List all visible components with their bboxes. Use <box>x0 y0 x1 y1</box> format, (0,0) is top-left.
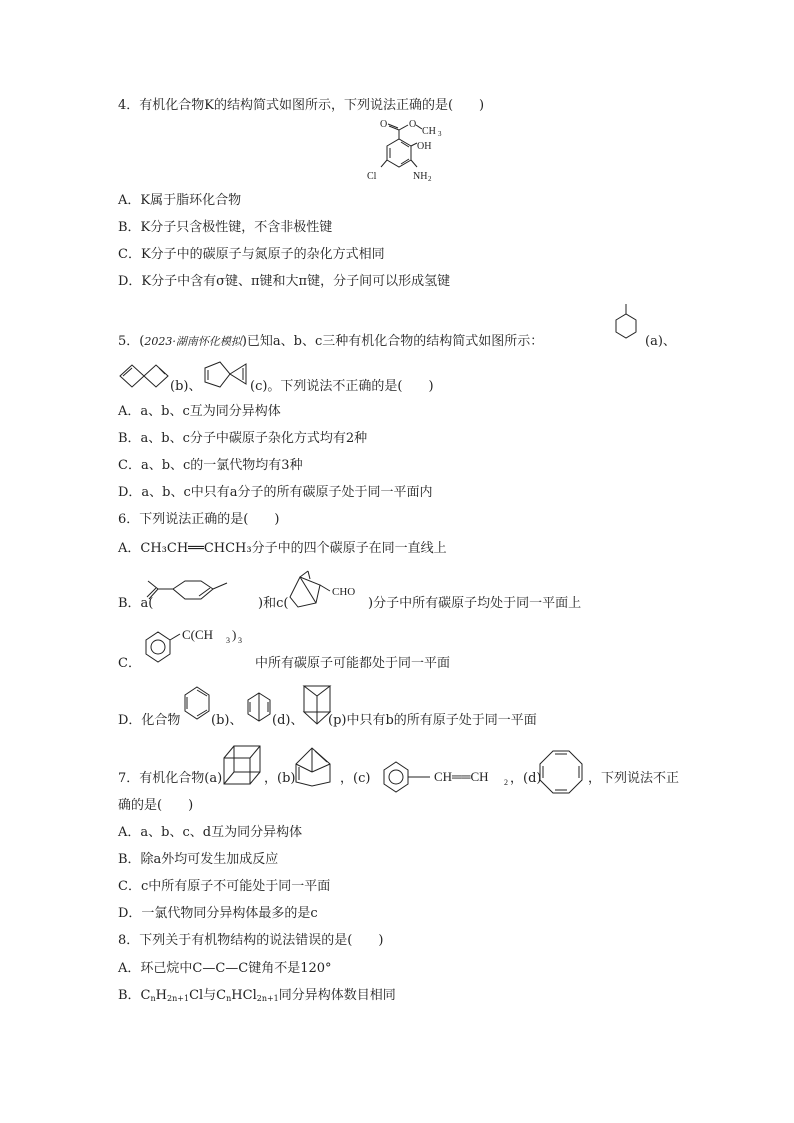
k-ch3-sub: 3 <box>438 130 442 138</box>
k-nh2-sub: 2 <box>428 175 432 183</box>
q8b-2n2: 2n+1 <box>256 994 279 1003</box>
q8b-post: 同分异构体数目相同 <box>278 988 396 1003</box>
q5-option-d: D．a、b、c中只有a分子的所有碳原子处于同一平面内 <box>118 485 433 500</box>
q8b-2n1: 2n+1 <box>167 994 190 1003</box>
q7-option-d: D．一氯代物同分异构体最多的是c <box>118 906 318 921</box>
q7-stem-b: ，(b) <box>264 771 296 786</box>
tbutyl-group: C(CH <box>182 627 214 642</box>
k-ch3: CH <box>422 126 436 137</box>
q8-option-b <box>118 987 396 1005</box>
q6-option-d-prefix: D．化合物 <box>118 713 181 728</box>
q7-molecule-cyclooctatetraene-d <box>537 748 585 796</box>
q6-option-c-suffix: 中所有碳原子可能都处于同一平面 <box>255 656 451 671</box>
k-nh2: NH <box>413 171 428 182</box>
q6-molecule-bicyclic-cho <box>286 567 366 615</box>
q6-option-d-suffix: (p)中只有b的所有原子处于同一平面 <box>328 713 537 728</box>
q8b-cl: Cl与C <box>189 988 227 1003</box>
q8b-h: H <box>155 988 168 1003</box>
q7-stem-line2: 确的是( ) <box>118 798 194 813</box>
q4-option-b: B．K分子只含极性键，不含非极性键 <box>118 220 333 235</box>
tbutyl-close: ) <box>232 627 237 642</box>
q6-option-d-b: (b)、 <box>211 713 243 728</box>
q4-molecule-k <box>360 119 450 189</box>
q5-stem <box>118 333 543 351</box>
q5-molecule-b-spiro <box>118 360 170 392</box>
q5-stem-a: 5．( <box>118 334 145 349</box>
k-ester-o: O <box>409 119 417 130</box>
q4-option-d: D．K分子中含有σ键、π键和大π键，分子间可以形成氢键 <box>118 274 451 289</box>
cho-label: CHO <box>332 586 356 598</box>
k-oh: OH <box>417 141 432 152</box>
q7-option-b: B．除a外均可发生加成反应 <box>118 852 279 867</box>
q7-option-c: C．c中所有原子不可能处于同一平面 <box>118 879 331 894</box>
q5-stem-b: )已知a、b、c三种有机化合物的结构简式如图所示： <box>241 334 544 349</box>
q5-source: 2023·湖南怀化模拟 <box>144 335 242 348</box>
q6-option-a: A．CH₃CH══CHCH₃分子中的四个碳原子在同一直线上 <box>118 541 447 556</box>
q8b-pre: B．C <box>118 988 151 1003</box>
q6-option-c-prefix: C． <box>118 656 141 671</box>
q7-molecule-cubane-a <box>220 740 262 792</box>
q5-label-a: (a)、 <box>645 334 676 349</box>
q6-option-d-d: (d)、 <box>272 713 304 728</box>
q7-molecule-barrelene-b <box>292 742 338 788</box>
q7-molecule-styrene-c <box>378 756 518 796</box>
q6-stem: 6．下列说法正确的是( ) <box>118 512 280 527</box>
q7-stem-e: ，下列说法不正 <box>588 771 680 786</box>
q5-molecule-c-spiro <box>200 356 250 392</box>
q7-stem-a: 7．有机化合物(a) <box>118 771 223 786</box>
q5-option-c: C．a、b、c的一氯代物均有3种 <box>118 458 303 473</box>
q7-stem-d: ，(d) <box>510 771 542 786</box>
q5-molecule-a-toluene <box>608 303 648 343</box>
q6-molecule-limonene <box>143 575 253 615</box>
q5-label-b: (b)、 <box>170 379 202 394</box>
q8-option-a: A．环己烷中C—C—C键角不是120° <box>118 961 332 976</box>
q5-label-c: (c)。下列说法不正确的是( ) <box>250 379 434 394</box>
tbutyl-sub2: 3 <box>238 636 242 645</box>
q4-stem: 4．有机化合物K的结构简式如图所示，下列说法正确的是( ) <box>118 98 485 113</box>
k-carbonyl-o: O <box>380 119 388 130</box>
q7-option-a: A．a、b、c、d互为同分异构体 <box>118 825 303 840</box>
q7-stem-c: ，(c) <box>340 771 371 786</box>
q6-option-b-suffix: )分子中所有碳原子均处于同一平面上 <box>368 596 582 611</box>
q8b-hcl: HCl <box>231 988 257 1003</box>
q6-molecule-dewar-d <box>246 690 272 726</box>
q8-stem: 8．下列关于有机物结构的说法错误的是( ) <box>118 933 384 948</box>
q8b-n1: n <box>150 994 156 1003</box>
k-cl: Cl <box>367 171 377 182</box>
q6-molecule-benzene-b <box>182 683 212 727</box>
q5-option-b: B．a、b、c分子中碳原子杂化方式均有2种 <box>118 431 368 446</box>
vinyl-group: CH══CH <box>434 769 489 784</box>
tbutyl-sub: 3 <box>226 636 230 645</box>
q6-option-b-mid: )和c( <box>258 596 289 611</box>
q8b-n2: n <box>226 994 232 1003</box>
q6-option-b-prefix: B．a( <box>118 596 154 611</box>
q4-option-c: C．K分子中的碳原子与氮原子的杂化方式相同 <box>118 247 385 262</box>
q5-option-a: A．a、b、c互为同分异构体 <box>118 404 281 419</box>
vinyl-sub: 2 <box>504 778 508 787</box>
q6-molecule-tbutylbenzene <box>138 620 253 670</box>
q4-option-a: A．K属于脂环化合物 <box>118 193 242 208</box>
